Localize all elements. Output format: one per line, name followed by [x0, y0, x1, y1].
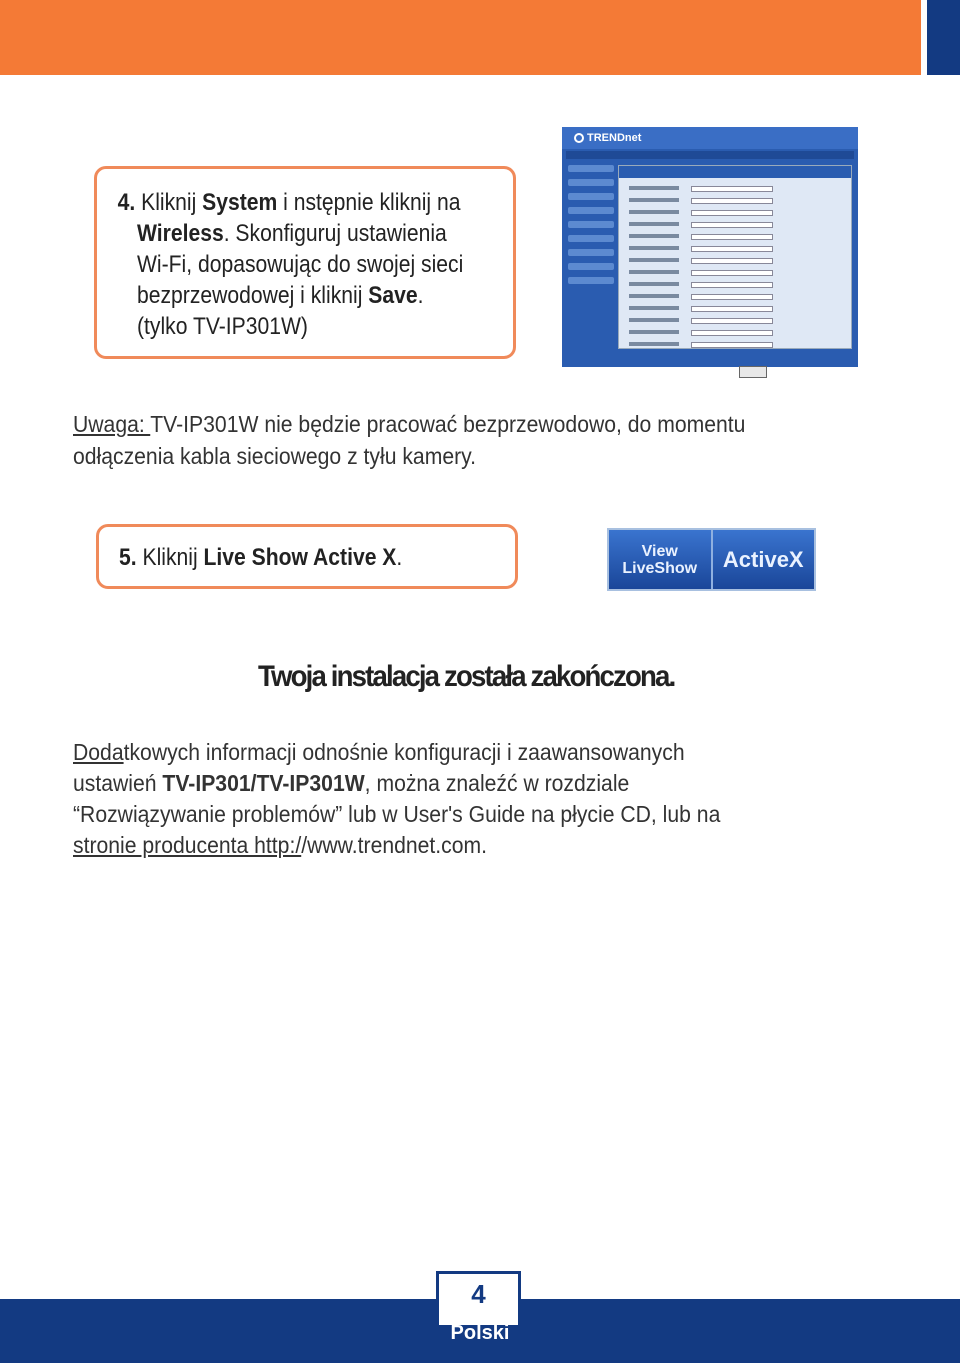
trendnet-logo: TRENDnet	[574, 132, 641, 144]
step-4-box	[94, 166, 516, 359]
activex-label: ActiveX	[713, 530, 815, 589]
trendnet-logo-icon	[574, 133, 584, 143]
step-5-number: 5.	[119, 544, 137, 571]
header-orange-bar	[0, 0, 921, 75]
header-blue-block	[927, 0, 960, 75]
language-label: Polski	[450, 1322, 510, 1344]
note-label: Uwaga:	[73, 411, 151, 437]
step-4-number: 4.	[117, 189, 136, 216]
step-5-box	[96, 524, 518, 589]
step-4-text: 4. Kliknij System i nstępnie kliknij na Wireless. Skonfiguruj ustawienia Wi-Fi, dopasowując do swojej sieci bezprzewodowej i kliknij Save. (tylko TV-IP301W)	[117, 189, 464, 340]
note-text: Uwaga: TV-IP301W nie będzie pracować bezprzewodowo, do momentu odłączenia kabla sieciowego z tyłu kamery.	[73, 411, 746, 469]
wireless-settings-screenshot	[562, 127, 858, 367]
screenshot-panel-title	[619, 166, 851, 178]
screenshot-wireless-panel	[618, 165, 852, 349]
step-5-text: 5. Kliknij Live Show Active X.	[119, 544, 403, 571]
screenshot-nav-bar	[566, 151, 854, 159]
view-liveshow-activex-button[interactable]	[607, 528, 816, 591]
page-number: 4	[436, 1271, 521, 1328]
installation-complete-heading: Twoja instalacja została zakończona.	[258, 660, 675, 693]
view-liveshow-label: View LiveShow	[609, 530, 713, 589]
additional-info-text: Dodatkowych informacji odnośnie konfiguracji i zaawansowanych ustawień TV-IP301/TV-IP301W, można znaleźć w rozdziale “Rozwiązywanie problemów” lub w User's Guide na płycie CD, lub na stronie producenta http://www.trendnet.com.	[73, 739, 721, 858]
screenshot-header	[562, 127, 858, 149]
screenshot-save-button	[739, 366, 767, 378]
screenshot-sidebar	[568, 165, 614, 315]
